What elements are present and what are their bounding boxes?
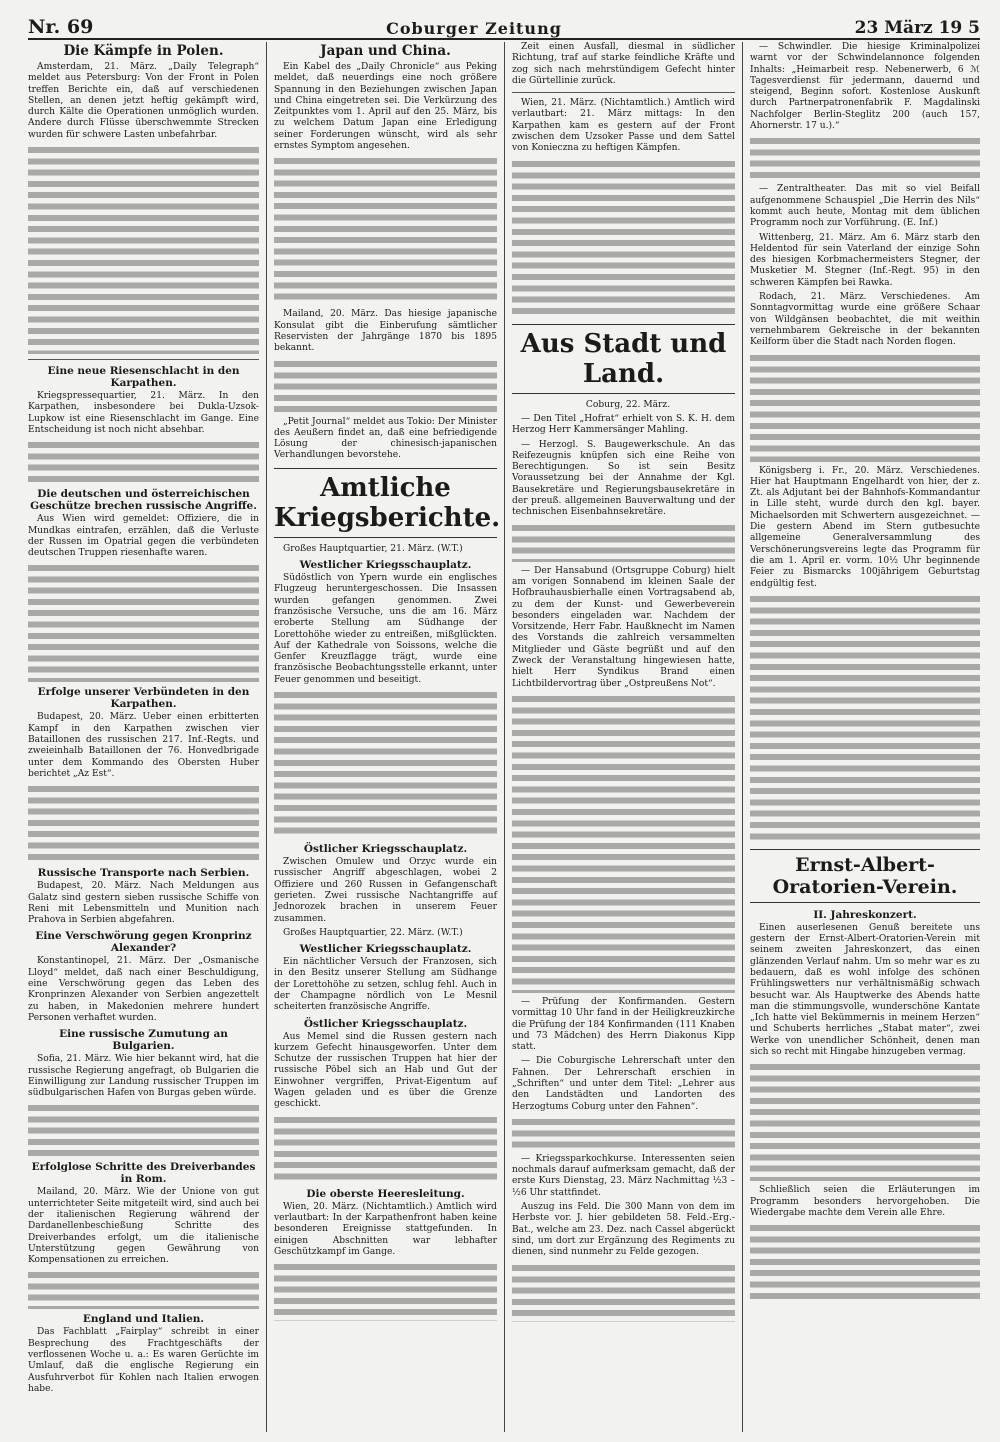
- subhead-westlich: Westlicher Kriegsschauplatz.: [299, 559, 472, 572]
- article-text-continued: [750, 135, 980, 180]
- article-text: Budapest, 20. März. Nach Meldungen aus Galatz sind gestern sieben russische Schiffe von Reni mit Lebensmitteln und Munition nach Prahova in Serbien abgefahren.: [28, 881, 259, 926]
- newspaper-title: Coburger Zeitung: [386, 19, 562, 38]
- article-text: Auszug ins Feld. Die 300 Mann von dem im Herbste vor. J. hier gebildeten 58. Feld.-Erg.-Bat., welche am 23. Dez. nach Cassel abgerückt sind, um dort zur Ergänzung des Regiments zu dienen, sind nunmehr zu Felde gezogen.: [512, 1202, 735, 1258]
- article-text-continued: [512, 522, 735, 562]
- article-text-continued: [750, 593, 980, 843]
- headline-verschwoerung: Eine Verschwörung gegen Kronprinz Alexander?: [35, 930, 252, 955]
- article-text-continued: [28, 1102, 259, 1157]
- signature-heeresleitung: Die oberste Heeresleitung.: [306, 1187, 465, 1200]
- article-text-continued: [750, 1222, 980, 1302]
- issue-date: 23 März 19 5: [854, 18, 980, 38]
- dateline: Großes Hauptquartier, 22. März. (W.T.): [283, 927, 463, 938]
- article-text: Wittenberg, 21. März. Am 6. März starb den Heldentod für sein Vaterland der einzige Sohn des hiesigen Korbmachermeisters Stegner, der Musketier M. Stegner (Inf.-Regt. 95) in den schweren Kämpfen bei Rawka.: [750, 232, 980, 288]
- article-text-continued: [750, 352, 980, 462]
- article-text: — Zentraltheater. Das mit so viel Beifall aufgenommene Schauspiel „Die Herrin des Nils“ kommt auch heute, Montag mit dem üblichen Programm noch zur Vorführung. (E. Inf.): [750, 184, 980, 229]
- column-1: [28, 42, 266, 1432]
- article-text-continued: [750, 1061, 980, 1181]
- masthead: [28, 10, 980, 40]
- subhead-oestlich-2: Östlicher Kriegsschauplatz.: [303, 1017, 468, 1030]
- article-text: „Petit Journal“ meldet aus Tokio: Der Minister des Aeußern findet an, daß eine befriedigende Lösung der chinesisch-japanischen Verhandlungen bevorstehe.: [274, 416, 497, 461]
- article-text-continued: [28, 783, 259, 863]
- article-text: — Die Coburgische Lehrerschaft unter den Fahnen. Der Lehrerschaft erschien in „Schriften“ und unter dem Titel: „Lehrer aus den Landstädten und Landorten des Herzogtums Coburg unter den Fahnen“.: [512, 1056, 735, 1112]
- divider: [28, 359, 259, 360]
- column-4: [742, 42, 980, 1432]
- article-text: Rodach, 21. März. Verschiedenes. Am Sonntagvormittag wurde eine größere Schaar von Wildgänsen beobachtet, die mit weithin vernehmbarem Gekreische in der bekannten Keilform über die Stadt nach Norden flogen.: [750, 292, 980, 348]
- article-text: Wien, 20. März. (Nichtamtlich.) Amtlich wird verlautbart: In der Karpathenfront haben keine besonderen Ereignisse stattgefunden. In einigen Abschnitten war lebhafter Geschützkampf im Gange.: [274, 1201, 497, 1257]
- article-text: Kriegspressequartier, 21. März. In den Karpathen, insbesondere bei Dukla-Uzsok-Lupkow ist eine Riesenschlacht im Gange. Eine Entscheidung ist noch nicht absehbar.: [28, 391, 259, 435]
- article-text: — Kriegssparkochkurse. Interessenten seien nochmals darauf aufmerksam gemacht, daß der erste Kurs Dienstag, 23. März Nachmittag ½3 – ½6 Uhr stattfindet.: [512, 1153, 735, 1198]
- headline-transporte-serbien: Russische Transporte nach Serbien.: [37, 867, 250, 880]
- article-text: Schließlich seien die Erläuterungen im Programm besonders hervorgehoben. Die Wiedergabe machte dem Verein alle Ehre.: [750, 1185, 980, 1218]
- article-text-continued: [274, 1114, 497, 1184]
- article-text: Aus Memel sind die Russen gestern nach kurzem Gefecht hinausgeworfen. Unter dem Schutze der russischen Truppen hat hier der russische Pöbel sich an Hab und Gut der Einwohner vergriffen, Privat-Eigentum auf Wagen geladen und es über die Grenze geschickt.: [274, 1031, 497, 1110]
- article-text: Budapest, 20. März. Ueber einen erbitterten Kampf in den Karpathen zwischen vier Bataillonen des russischen 217. Inf.-Regts. und zweieinhalb Bataillonen der 76. Honvedbrigade unter dem Kommando des Obersten Huber berichtet „Az Est“.: [28, 712, 259, 779]
- article-text: Aus Wien wird gemeldet: Offiziere, die in Mundkas eintrafen, erzählen, daß die Verluste der Russen im Opatrial gegen die verbündeten deutschen Truppen riesenhafte waren.: [28, 514, 259, 559]
- article-text-continued: [28, 562, 259, 682]
- dateline: Coburg, 22. März.: [585, 399, 671, 410]
- article-text: Zwischen Omulew und Orzyc wurde ein russischer Angriff abgeschlagen, wobei 2 Offiziere und 260 Russen in Gefangenschaft gerieten. Zwei russische Nachtangriffe auf Jednorozek brachen in unserem Feuer zusammen.: [274, 857, 497, 924]
- article-text: Zeit einen Ausfall, diesmal in südlicher Richtung, traf auf starke feindliche Kräfte und zog sich nach mehrstündigem Gefecht hinter die Gürtellinie zurück.: [512, 42, 735, 86]
- column-2: [266, 42, 504, 1432]
- headline-riesenschlacht: Eine neue Riesenschlacht in den Karpathen.: [47, 365, 240, 390]
- article-text-continued: [274, 689, 497, 839]
- subhead-oestlich: Östlicher Kriegsschauplatz.: [303, 843, 468, 856]
- article-text: Amsterdam, 21. März. „Daily Telegraph“ meldet aus Petersburg: Von der Front in Polen treffen Berichte ein, daß auf verschiedenen Stellen, an denen jetzt heftig gekämpft wird, durch Kälte die Operationen unmöglich wurden. Andere durch Flüsse überschwemmte Strecken wurden für schwere Lasten unbefahrbar.: [28, 62, 259, 140]
- article-text: Königsberg i. Fr., 20. März. Verschiedenes. Hier hat Hauptmann Engelhardt von hier, der z. Zt. als Adjutant bei der Bahnhofs-Kommandantur in Lille steht, wurde durch den kgl. bayer. Michaelsorden mit Schwertern ausgezeichnet. — Die gestern Abend im Stern gutbesuchte allgemeine Generalversammlung des Verschönerungsvereins legte das Programm für die am 1. April er. vorm. 10½ Uhr beginnende Feier zu Bismarcks 100jährigem Geburtstag endgültig fest.: [750, 465, 980, 589]
- article-text: Einen auserlesenen Genuß bereitete uns gestern der Ernst-Albert-Oratorien-Verein mit seinem zweiten Jahreskonzert, das einen glänzenden Verlauf nahm. Um so mehr war es zu bedauern, daß es wohl infolge des schönen Frühlingswetters nur verhältnismäßig schwach besucht war. Als Hauptwerke des Abends hatte man die stimmungsvolle, wunderschöne Kantate „Ich hatte viel Bekümmernis in meinem Herzen“ und Schuberts herrliches „Stabat mater“, zwei Werke von unendlicher Schönheit, denen man sich so recht mit Hingabe hinzugeben vermag.: [750, 922, 980, 1058]
- headline-erfolge-karpathen: Erfolge unserer Verbündeten in den Karpathen.: [37, 686, 250, 711]
- article-text: — Den Titel „Hofrat“ erhielt von S. K. H. dem Herzog Herr Kammersänger Mahling.: [512, 413, 735, 436]
- article-text: Wien, 21. März. (Nichtamtlich.) Amtlich wird verlautbart: 21. März mittags: In den Karpathen kam es gestern auf der Front zwischen dem Uzsoker Passe und dem Sattel von Konieczna zu heftigen Kämpfen.: [512, 98, 735, 154]
- divider: [512, 92, 735, 93]
- subhead-jahreskonzert: II. Jahreskonzert.: [813, 908, 917, 921]
- article-text-continued: [512, 158, 735, 318]
- headline-dreiverband-rom: Erfolglose Schritte des Dreiverbandes in Rom.: [31, 1161, 256, 1186]
- issue-number: Nr. 69: [28, 16, 94, 38]
- article-text: Mailand, 20. März. Wie der Unione von gut unterrichteter Seite mitgeteilt wird, sind auch bei der italienischen Regierung während der Dardanellenbeschießung Schritte des Dreiverbandes erfolgt, um die italienische Unterstützung gegen Gewährung von Kompensationen zu erreichen.: [28, 1187, 259, 1266]
- article-text-continued: [274, 155, 497, 305]
- article-text: Konstantinopel, 21. März. Der „Osmanische Lloyd“ meldet, daß nach einer Beschuldigung, eine Verschwörung gegen das Leben des Kronprinzen Alexander von Serbien angezettelt zu haben, in Makedonien mehrere hundert Personen verhaftet wurden.: [28, 956, 259, 1023]
- article-text: — Schwindler. Die hiesige Kriminalpolizei warnt vor der Schwindelannonce folgenden Inhalts: „Heimarbeit resp. Nebenerwerb, 6 ℳ Tagesverdienst für jedermann, dauernd und steigend, Beginn sofort. Kostenlose Auskunft durch Partnerpatronenfabrik F. Magdalinski Nachfolger Berlin-Steglitz 200 (auch 157, Ahornerstr. 17 u.).“: [750, 42, 980, 132]
- headline-aus-stadt-und-land: Aus Stadt und Land.: [512, 324, 735, 394]
- article-text: — Herzogl. S. Baugewerkschule. An das Reifezeugnis knüpfen sich eine Reihe von Berechtigungen. So ist sein Besitz Voraussetzung bei der Annahme der Kgl. Bausekretäre und Regierungsbausekretäre in der preuß. allgemeinen Bauverwaltung und der technischen Eisenbahnsekretäre.: [512, 439, 735, 518]
- headline-zumutung-bulgarien: Eine russische Zumutung an Bulgarien.: [59, 1028, 228, 1053]
- column-3: [504, 42, 742, 1432]
- article-text-continued: [28, 1269, 259, 1309]
- article-text-continued: [512, 1116, 735, 1150]
- article-text-continued: [28, 439, 259, 484]
- article-text: Mailand, 20. März. Das hiesige japanische Konsulat gibt die Einberufung sämtlicher Reservisten der Jahrgänge 1870 bis 1895 bekannt.: [274, 309, 497, 354]
- headline-oratorien-verein: Ernst-Albert-Oratorien-Verein.: [750, 849, 980, 903]
- article-text-continued: [512, 693, 735, 993]
- article-text-continued: [274, 1261, 497, 1321]
- article-text: Das Fachblatt „Fairplay“ schreibt in einer Besprechung des Frachtgeschäfts der verflossenen Woche u. a.: Es waren Gerüchte im Umlauf, daß die englische Regierung ein Ausfuhrverbot für Kohlen nach Italien erwogen habe.: [28, 1327, 259, 1394]
- subhead-westlich-2: Westlicher Kriegsschauplatz.: [299, 943, 472, 956]
- headline-amtliche-kriegsberichte: Amtliche Kriegsberichte.: [274, 468, 497, 538]
- article-text: Ein Kabel des „Daily Chronicle“ aus Peking meldet, daß neuerdings eine noch größere Spannung in den Beziehungen zwischen Japan und China eingetreten sei. Die Verkürzung des Zeitpunktes vom 1. April auf den 25. März, bis zu welchem Datum Japan eine Erledigung seiner Forderungen wünscht, wird als sehr ernstes Symptom angesehen.: [274, 62, 497, 152]
- headline-geschuetze: Die deutschen und österreichischen Geschütze brechen russische Angriffe.: [30, 488, 257, 513]
- headline-kaempfe-polen: Die Kämpfe in Polen.: [63, 43, 224, 59]
- article-text-continued: [28, 144, 259, 354]
- article-text: — Prüfung der Konfirmanden. Gestern vormittag 10 Uhr fand in der Heiligkreuzkirche die Prüfung der 184 Konfirmanden (111 Knaben und 73 Mädchen) des Herrn Diakonus Kipp statt.: [512, 996, 735, 1053]
- article-text-continued: [512, 1262, 735, 1322]
- columns: [28, 42, 980, 1432]
- article-text: Südöstlich von Ypern wurde ein englisches Flugzeug heruntergeschossen. Die Insassen wurden gefangen genommen. Zwei französische Versuche, uns die am 16. März eroberte Stellung am Südhange der Lorettohöhe wieder zu entreißen, mißglückten. Auf der Kathedrale von Soissons, welche die Genfer Kreuzflagge trägt, wurde eine französische Beobachtungsstelle erkannt, unter Feuer genommen und beseitigt.: [274, 573, 497, 685]
- headline-england-italien: England und Italien.: [82, 1313, 205, 1326]
- dateline: Großes Hauptquartier, 21. März. (W.T.): [283, 543, 463, 554]
- article-text: — Der Hansabund (Ortsgruppe Coburg) hielt am vorigen Sonnabend im kleinen Saale der Hofbrauhausbierhalle einen Vortragsabend ab, zu dem der Kunst- und Gewerbeverein besonders eingeladen war. Nachdem der Vorsitzende, Herr Fabr. Haußknecht im Namen des Vorstands die zahlreich versammelten Mitglieder und Gäste begrüßt und auf den Zweck der Veranstaltung hingewiesen hatte, hielt Herr Syndikus Brand einen Lichtbildervortrag über „Ostpreußens Not“.: [512, 565, 735, 689]
- article-text-continued: [274, 358, 497, 413]
- article-text: Sofia, 21. März. Wie hier bekannt wird, hat die russische Regierung angefragt, ob Bulgarien die Einwilligung zur Landung russischer Truppen im südbulgarischen Hafen von Burgas geben würde.: [28, 1054, 259, 1099]
- article-text: Ein nächtlicher Versuch der Franzosen, sich in den Besitz unserer Stellung am Südhange der Lorettohöhe zu setzen, schlug fehl. Auch in der Champagne nördlich von Le Mesnil scheiterten französische Angriffe.: [274, 957, 497, 1013]
- headline-japan-china: Japan und China.: [320, 43, 451, 59]
